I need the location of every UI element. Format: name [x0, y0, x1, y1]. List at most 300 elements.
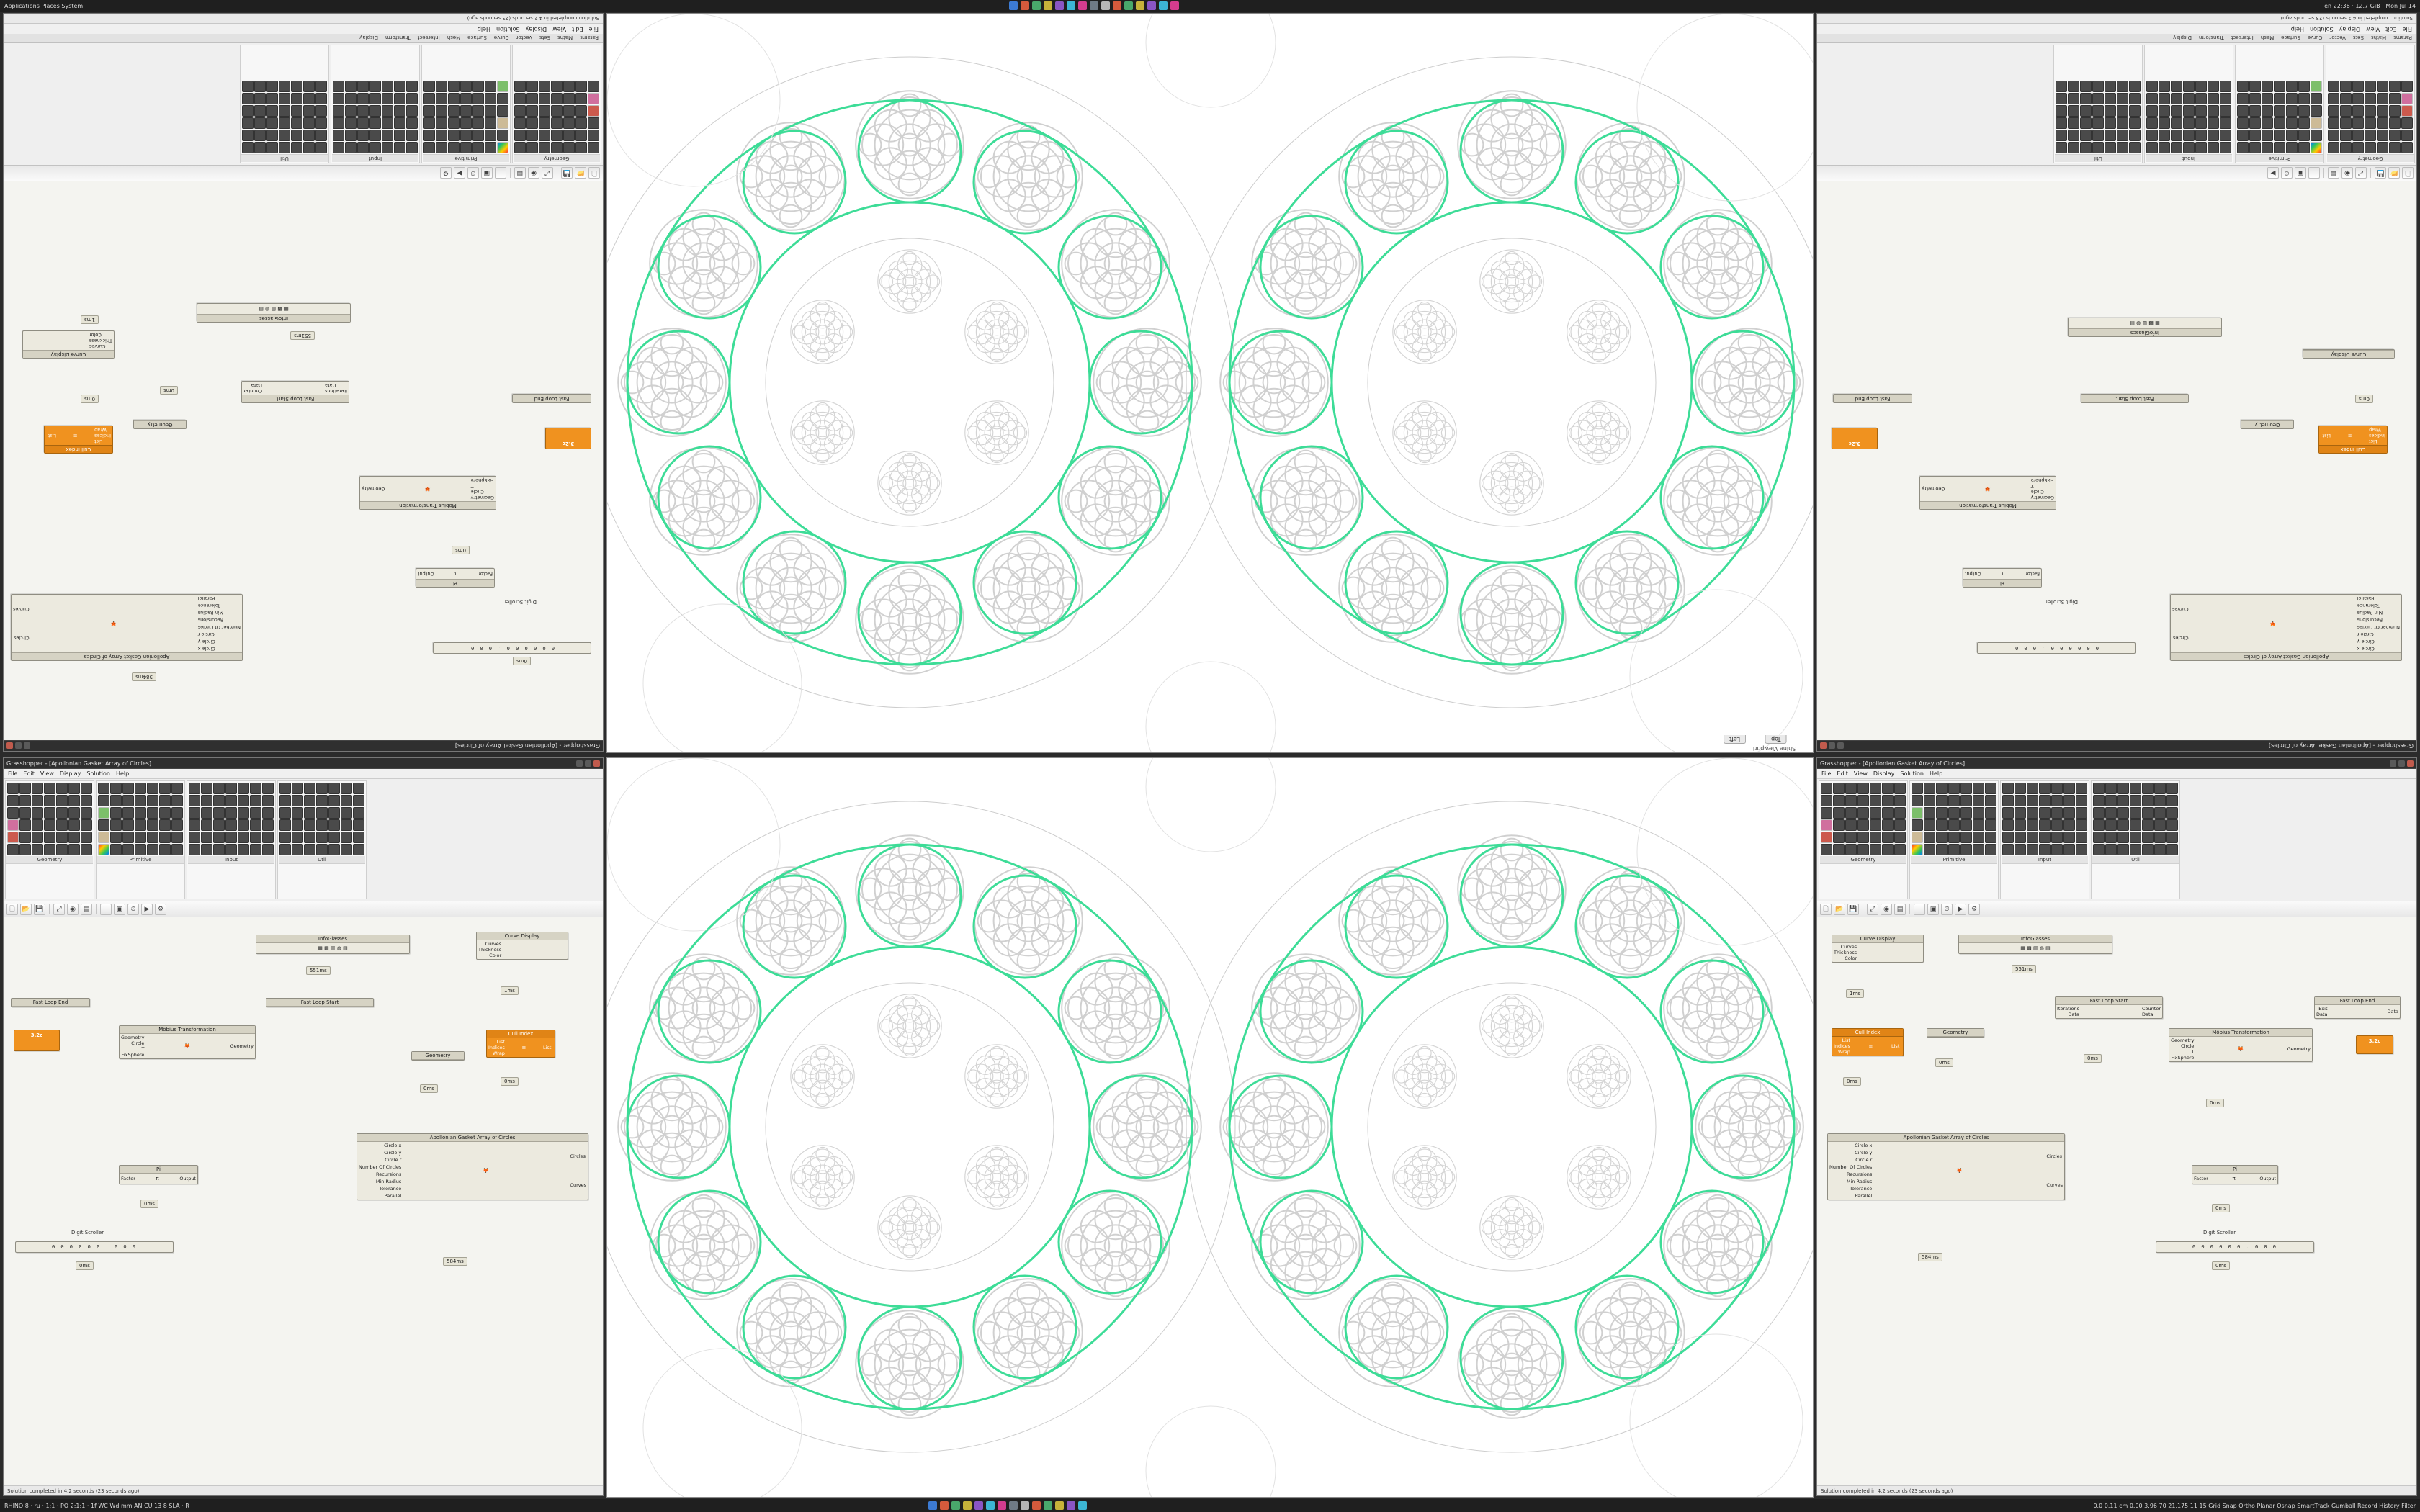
- component-icon[interactable]: [369, 93, 381, 104]
- profiler-icon[interactable]: ⏱: [2281, 168, 2293, 179]
- component-icon[interactable]: [472, 130, 484, 141]
- menu-display[interactable]: Display: [59, 770, 81, 777]
- ribbon-grid-input[interactable]: [332, 80, 418, 154]
- component-icon[interactable]: [394, 93, 405, 104]
- gh-canvas-top-right[interactable]: [1817, 181, 2416, 740]
- component-icon[interactable]: [316, 783, 328, 794]
- component-icon[interactable]: [2039, 832, 2051, 843]
- component-icon[interactable]: [2142, 819, 2154, 831]
- component-icon[interactable]: [2105, 117, 2116, 129]
- open-icon[interactable]: 📂: [1834, 904, 1845, 915]
- component-icon[interactable]: [304, 783, 315, 794]
- component-icon[interactable]: [1948, 783, 1960, 794]
- gh-titlebar-top-left[interactable]: [4, 740, 603, 751]
- component-icon[interactable]: [382, 130, 393, 141]
- component-icon[interactable]: [2146, 142, 2158, 153]
- ribbon-tab-mesh[interactable]: Mesh: [2260, 35, 2275, 41]
- component-icon[interactable]: [171, 844, 183, 855]
- component-icon[interactable]: [98, 844, 109, 855]
- component-icon[interactable]: [436, 105, 447, 117]
- component-icon[interactable]: [2093, 844, 2105, 855]
- component-icon[interactable]: [2080, 81, 2092, 92]
- component-icon[interactable]: [2286, 105, 2298, 117]
- component-icon[interactable]: [353, 807, 364, 819]
- curve-display-body-br[interactable]: [1858, 943, 1923, 962]
- component-icon[interactable]: [2105, 819, 2117, 831]
- component-icon[interactable]: [81, 819, 92, 831]
- component-icon[interactable]: [1870, 783, 1881, 794]
- tray-icon-settings[interactable]: [1090, 1, 1098, 10]
- component-icon[interactable]: [1912, 819, 1923, 831]
- component-icon[interactable]: [238, 844, 249, 855]
- component-icon[interactable]: [2063, 795, 2075, 806]
- node-mobius-transformation-br[interactable]: [2169, 1028, 2313, 1062]
- component-icon[interactable]: [2286, 117, 2298, 129]
- component-icon[interactable]: [7, 795, 19, 806]
- component-icon[interactable]: [1833, 844, 1845, 855]
- component-icon[interactable]: [2311, 93, 2322, 104]
- node-info-glasses-br[interactable]: [1958, 935, 2112, 954]
- component-icon[interactable]: [266, 142, 278, 153]
- component-icon[interactable]: [2027, 795, 2038, 806]
- component-icon[interactable]: [2093, 807, 2105, 819]
- component-icon[interactable]: [328, 819, 340, 831]
- component-icon[interactable]: [333, 142, 344, 153]
- component-icon[interactable]: [2076, 819, 2087, 831]
- preview-icon[interactable]: ◉: [67, 904, 79, 915]
- component-icon[interactable]: [460, 93, 472, 104]
- tray-icon-terminal[interactable]: [1032, 1, 1041, 10]
- component-icon[interactable]: [2015, 783, 2026, 794]
- component-icon[interactable]: [1845, 844, 1857, 855]
- component-icon[interactable]: [304, 795, 315, 806]
- component-icon[interactable]: [539, 117, 550, 129]
- component-icon[interactable]: [171, 832, 183, 843]
- tray-icon-misc[interactable]: [1101, 1, 1110, 10]
- component-icon[interactable]: [2076, 832, 2087, 843]
- menu-file[interactable]: File: [8, 770, 18, 777]
- ribbon-grid-geometry[interactable]: [514, 80, 600, 154]
- component-icon[interactable]: [394, 130, 405, 141]
- node-pi[interactable]: [416, 568, 495, 588]
- component-icon[interactable]: [213, 795, 225, 806]
- component-icon[interactable]: [19, 795, 31, 806]
- node-mobius-inputs-bl[interactable]: [120, 1034, 145, 1058]
- component-icon[interactable]: [563, 117, 575, 129]
- bake-icon[interactable]: ▤: [81, 904, 92, 915]
- component-icon[interactable]: [2237, 105, 2249, 117]
- component-icon[interactable]: [304, 832, 315, 843]
- grasshopper-window-bottom-right[interactable]: [1816, 757, 2417, 1496]
- menu-solution[interactable]: Solution: [86, 770, 110, 777]
- component-icon[interactable]: [2171, 81, 2182, 92]
- component-icon[interactable]: [448, 93, 460, 104]
- component-icon[interactable]: [1821, 783, 1832, 794]
- component-icon[interactable]: [588, 130, 599, 141]
- node-fast-loop-start-br[interactable]: [2055, 996, 2163, 1019]
- component-icon[interactable]: [2377, 93, 2388, 104]
- component-icon[interactable]: [1973, 844, 1984, 855]
- component-icon[interactable]: [1985, 795, 1996, 806]
- component-icon[interactable]: [2183, 93, 2195, 104]
- component-icon[interactable]: [460, 130, 472, 141]
- component-icon[interactable]: [369, 130, 381, 141]
- component-icon[interactable]: [1924, 795, 1935, 806]
- node-cull-index-bl[interactable]: [486, 1030, 555, 1058]
- component-icon[interactable]: [1924, 844, 1935, 855]
- component-icon[interactable]: [201, 844, 212, 855]
- component-icon[interactable]: [2080, 93, 2092, 104]
- component-icon[interactable]: [2208, 105, 2219, 117]
- node-pi-outputs-bl[interactable]: [178, 1174, 197, 1184]
- menu-help[interactable]: Help: [115, 770, 130, 777]
- component-icon[interactable]: [394, 117, 405, 129]
- component-icon[interactable]: [436, 117, 447, 129]
- component-icon[interactable]: [2118, 795, 2129, 806]
- component-icon[interactable]: [2154, 795, 2166, 806]
- component-icon[interactable]: [254, 117, 266, 129]
- component-icon[interactable]: [514, 81, 526, 92]
- taskbar-icon-editor[interactable]: [963, 1501, 972, 1510]
- component-icon[interactable]: [2051, 783, 2063, 794]
- component-icon[interactable]: [225, 819, 237, 831]
- component-icon[interactable]: [279, 832, 291, 843]
- component-icon[interactable]: [424, 130, 435, 141]
- tray-icon-misc4[interactable]: [1136, 1, 1144, 10]
- component-icon[interactable]: [201, 783, 212, 794]
- component-icon[interactable]: [304, 807, 315, 819]
- cull-outputs-tr[interactable]: [2319, 426, 2332, 445]
- node-mobius-transformation-tr[interactable]: [1919, 476, 2056, 510]
- component-icon[interactable]: [2171, 105, 2182, 117]
- component-icon[interactable]: [189, 783, 200, 794]
- tray-icon-rhino[interactable]: [1055, 1, 1064, 10]
- component-icon[interactable]: [2105, 130, 2116, 141]
- component-icon[interactable]: [2262, 93, 2273, 104]
- component-icon[interactable]: [539, 105, 550, 117]
- component-icon[interactable]: [262, 795, 274, 806]
- component-icon[interactable]: [2056, 105, 2067, 117]
- component-icon[interactable]: [2063, 832, 2075, 843]
- component-icon[interactable]: [448, 81, 460, 92]
- gh-canvas-bottom-left[interactable]: [4, 917, 603, 1485]
- ribbon-group-util-br[interactable]: [2091, 780, 2180, 899]
- settings-icon[interactable]: ⚙: [1968, 904, 1980, 915]
- gh-toolstrip-bottom-left[interactable]: [4, 901, 603, 917]
- node-pi-outputs[interactable]: [416, 569, 436, 579]
- component-icon[interactable]: [2311, 81, 2322, 92]
- component-icon[interactable]: [316, 819, 328, 831]
- component-icon[interactable]: [262, 783, 274, 794]
- component-icon[interactable]: [32, 807, 43, 819]
- component-icon[interactable]: [98, 783, 109, 794]
- component-icon[interactable]: [526, 105, 538, 117]
- component-icon[interactable]: [32, 795, 43, 806]
- component-icon[interactable]: [2286, 81, 2298, 92]
- component-icon[interactable]: [254, 81, 266, 92]
- component-icon[interactable]: [32, 832, 43, 843]
- component-icon[interactable]: [303, 117, 315, 129]
- component-icon[interactable]: [213, 783, 225, 794]
- component-icon[interactable]: [242, 130, 254, 141]
- component-icon[interactable]: [2051, 844, 2063, 855]
- node-curve-display-bl[interactable]: [476, 932, 568, 960]
- ribbon-tab-sets[interactable]: Sets: [539, 35, 550, 41]
- component-icon[interactable]: [2298, 81, 2310, 92]
- component-icon[interactable]: [526, 117, 538, 129]
- component-icon[interactable]: [369, 81, 381, 92]
- component-icon[interactable]: [171, 795, 183, 806]
- color-swatch-icon[interactable]: [2308, 168, 2320, 179]
- component-icon[interactable]: [2340, 142, 2352, 153]
- component-icon[interactable]: [2118, 807, 2129, 819]
- component-icon[interactable]: [333, 81, 344, 92]
- component-icon[interactable]: [2159, 142, 2170, 153]
- component-icon[interactable]: [2142, 783, 2154, 794]
- component-icon[interactable]: [2274, 105, 2285, 117]
- component-icon[interactable]: [563, 130, 575, 141]
- component-icon[interactable]: [250, 819, 261, 831]
- component-icon[interactable]: [353, 832, 364, 843]
- apollonian-outputs-br[interactable]: [2045, 1142, 2064, 1200]
- component-icon[interactable]: [2262, 81, 2273, 92]
- component-icon[interactable]: [147, 807, 158, 819]
- component-icon[interactable]: [382, 142, 393, 153]
- component-icon[interactable]: [436, 142, 447, 153]
- component-icon[interactable]: [2208, 142, 2219, 153]
- component-icon[interactable]: [110, 807, 122, 819]
- component-icon[interactable]: [1882, 844, 1894, 855]
- component-icon[interactable]: [159, 783, 171, 794]
- component-icon[interactable]: [328, 807, 340, 819]
- component-icon[interactable]: [1845, 795, 1857, 806]
- component-icon[interactable]: [7, 819, 19, 831]
- gh-ribbon-bottom-left[interactable]: [4, 779, 603, 901]
- component-icon[interactable]: [147, 783, 158, 794]
- component-icon[interactable]: [1894, 832, 1906, 843]
- component-icon[interactable]: [2063, 807, 2075, 819]
- menu-display[interactable]: Display: [2339, 26, 2361, 32]
- component-icon[interactable]: [2195, 81, 2207, 92]
- node-apollonian-gasket[interactable]: [11, 594, 243, 661]
- node-apollonian-gasket-br[interactable]: [1827, 1133, 2065, 1200]
- component-icon[interactable]: [1960, 783, 1972, 794]
- component-icon[interactable]: [369, 105, 381, 117]
- component-icon[interactable]: [2249, 117, 2261, 129]
- tray-icon-editor[interactable]: [1044, 1, 1052, 10]
- component-icon[interactable]: [345, 81, 357, 92]
- component-icon[interactable]: [56, 844, 68, 855]
- component-icon[interactable]: [1948, 795, 1960, 806]
- component-icon[interactable]: [147, 844, 158, 855]
- node-mobius-body-bl[interactable]: 🦊: [184, 1043, 191, 1049]
- ribbon-grid-primitive-bl[interactable]: [97, 782, 184, 856]
- component-icon[interactable]: [448, 105, 460, 117]
- component-icon[interactable]: [1833, 819, 1845, 831]
- component-icon[interactable]: [485, 81, 496, 92]
- component-icon[interactable]: [250, 844, 261, 855]
- component-icon[interactable]: [2051, 832, 2063, 843]
- component-icon[interactable]: [2262, 117, 2273, 129]
- component-icon[interactable]: [1821, 832, 1832, 843]
- component-icon[interactable]: [2352, 117, 2364, 129]
- component-icon[interactable]: [2146, 105, 2158, 117]
- info-glasses-body-tr[interactable]: ▦ ▩ ▥ ◍ ▤: [2130, 320, 2160, 326]
- component-icon[interactable]: [1845, 832, 1857, 843]
- component-icon[interactable]: [2154, 832, 2166, 843]
- component-icon[interactable]: [159, 832, 171, 843]
- component-icon[interactable]: [448, 130, 460, 141]
- component-icon[interactable]: [2237, 81, 2249, 92]
- component-icon[interactable]: [406, 130, 418, 141]
- ribbon-tab-intersect[interactable]: Intersect: [417, 35, 440, 41]
- component-icon[interactable]: [1857, 783, 1869, 794]
- component-icon[interactable]: [201, 795, 212, 806]
- color-swatch-icon[interactable]: [1914, 904, 1925, 915]
- cluster-icon[interactable]: ▣: [481, 168, 493, 179]
- component-icon[interactable]: [345, 142, 357, 153]
- component-icon[interactable]: [328, 783, 340, 794]
- node-curve-display[interactable]: [22, 330, 115, 359]
- component-icon[interactable]: [2039, 844, 2051, 855]
- cull-body-bl[interactable]: ≡: [521, 1045, 526, 1050]
- window-controls[interactable]: [6, 743, 30, 750]
- digit-value-text-br[interactable]: 3.2c: [2368, 1038, 2381, 1044]
- component-icon[interactable]: [2092, 105, 2104, 117]
- taskbar-icon-image-viewer[interactable]: [998, 1501, 1006, 1510]
- component-icon[interactable]: [68, 819, 80, 831]
- component-icon[interactable]: [551, 93, 563, 104]
- component-icon[interactable]: [357, 93, 369, 104]
- component-icon[interactable]: [394, 81, 405, 92]
- component-icon[interactable]: [2142, 807, 2154, 819]
- component-icon[interactable]: [2208, 93, 2219, 104]
- gh-ribbon-tabs-top-right[interactable]: [1817, 34, 2416, 42]
- node-mobius-transformation[interactable]: [359, 476, 496, 510]
- component-icon[interactable]: [2056, 130, 2067, 141]
- ribbon-group-input-br[interactable]: [2000, 780, 2089, 899]
- component-icon[interactable]: [497, 93, 508, 104]
- component-icon[interactable]: [2068, 142, 2079, 153]
- fls-outputs-br[interactable]: [2141, 1005, 2162, 1018]
- component-icon[interactable]: [357, 142, 369, 153]
- component-icon[interactable]: [382, 81, 393, 92]
- ribbon-grid-geometry-bl[interactable]: [6, 782, 93, 856]
- component-icon[interactable]: [254, 93, 266, 104]
- component-icon[interactable]: [341, 783, 352, 794]
- component-icon[interactable]: [514, 117, 526, 129]
- component-icon[interactable]: [551, 142, 563, 153]
- component-icon[interactable]: [2129, 130, 2141, 141]
- component-icon[interactable]: [353, 819, 364, 831]
- component-icon[interactable]: [369, 142, 381, 153]
- component-icon[interactable]: [2298, 105, 2310, 117]
- component-icon[interactable]: [424, 93, 435, 104]
- component-icon[interactable]: [292, 832, 303, 843]
- component-icon[interactable]: [291, 130, 302, 141]
- ribbon-group-geometry-tr[interactable]: [2326, 45, 2415, 163]
- component-icon[interactable]: [2092, 117, 2104, 129]
- component-icon[interactable]: [2093, 783, 2105, 794]
- component-icon[interactable]: [1821, 819, 1832, 831]
- component-icon[interactable]: [19, 819, 31, 831]
- component-icon[interactable]: [2237, 93, 2249, 104]
- component-icon[interactable]: [304, 844, 315, 855]
- bake-icon[interactable]: ▤: [2328, 168, 2339, 179]
- taskbar-icon-rhino[interactable]: [974, 1501, 983, 1510]
- ribbon-tab-vector[interactable]: Vector: [516, 35, 532, 41]
- component-icon[interactable]: [2262, 105, 2273, 117]
- component-icon[interactable]: [68, 795, 80, 806]
- menu-display[interactable]: Display: [525, 26, 547, 32]
- fls-outputs[interactable]: [242, 382, 264, 395]
- component-icon[interactable]: [291, 81, 302, 92]
- component-icon[interactable]: [406, 81, 418, 92]
- component-icon[interactable]: [315, 130, 327, 141]
- node-cull-index[interactable]: [44, 426, 113, 454]
- window-controls-bl[interactable]: [576, 760, 600, 767]
- component-icon[interactable]: [2401, 142, 2413, 153]
- node-apollonian-gasket-tr[interactable]: [2170, 594, 2402, 661]
- node-mobius-outputs-tr[interactable]: [1920, 477, 1946, 501]
- component-icon[interactable]: [2389, 142, 2401, 153]
- preview-icon[interactable]: ◉: [528, 168, 539, 179]
- component-icon[interactable]: [2076, 844, 2087, 855]
- taskbar-icon-terminal[interactable]: [951, 1501, 960, 1510]
- component-icon[interactable]: [341, 832, 352, 843]
- component-icon[interactable]: [81, 832, 92, 843]
- component-icon[interactable]: [2262, 142, 2273, 153]
- maximize-button[interactable]: [585, 760, 591, 767]
- component-icon[interactable]: [333, 130, 344, 141]
- node-digit-value-bl[interactable]: [14, 1030, 60, 1051]
- bake-icon[interactable]: ▤: [1894, 904, 1906, 915]
- os-bottom-tray[interactable]: [928, 1501, 1087, 1510]
- ribbon-tab-params[interactable]: Params: [2393, 35, 2412, 41]
- node-geometry-param[interactable]: [133, 420, 187, 429]
- component-icon[interactable]: [98, 807, 109, 819]
- node-pi-outputs-br[interactable]: [2258, 1174, 2277, 1184]
- component-icon[interactable]: [357, 130, 369, 141]
- zoom-extents-icon[interactable]: ⤢: [2355, 168, 2367, 179]
- gh-titlebar-bottom-left[interactable]: [4, 758, 603, 769]
- component-icon[interactable]: [2130, 795, 2141, 806]
- component-icon[interactable]: [2159, 117, 2170, 129]
- node-info-glasses-bl[interactable]: [256, 935, 410, 954]
- component-icon[interactable]: [460, 81, 472, 92]
- component-icon[interactable]: [2166, 783, 2178, 794]
- component-icon[interactable]: [2377, 130, 2388, 141]
- ribbon-grid-util-bl[interactable]: [279, 782, 365, 856]
- component-icon[interactable]: [68, 783, 80, 794]
- component-icon[interactable]: [303, 130, 315, 141]
- component-icon[interactable]: [2195, 117, 2207, 129]
- cull-outputs-br[interactable]: [1890, 1037, 1903, 1056]
- component-icon[interactable]: [2166, 807, 2178, 819]
- component-icon[interactable]: [316, 832, 328, 843]
- component-icon[interactable]: [2220, 130, 2231, 141]
- component-icon[interactable]: [159, 795, 171, 806]
- component-icon[interactable]: [2051, 795, 2063, 806]
- component-icon[interactable]: [575, 117, 587, 129]
- component-icon[interactable]: [2365, 117, 2376, 129]
- node-fast-loop-start-bl[interactable]: [266, 998, 374, 1007]
- component-icon[interactable]: [2311, 105, 2322, 117]
- cull-outputs[interactable]: [45, 426, 58, 445]
- component-icon[interactable]: [2092, 81, 2104, 92]
- cluster-icon[interactable]: ▣: [2295, 168, 2306, 179]
- taskbar-icon-misc6[interactable]: [1078, 1501, 1087, 1510]
